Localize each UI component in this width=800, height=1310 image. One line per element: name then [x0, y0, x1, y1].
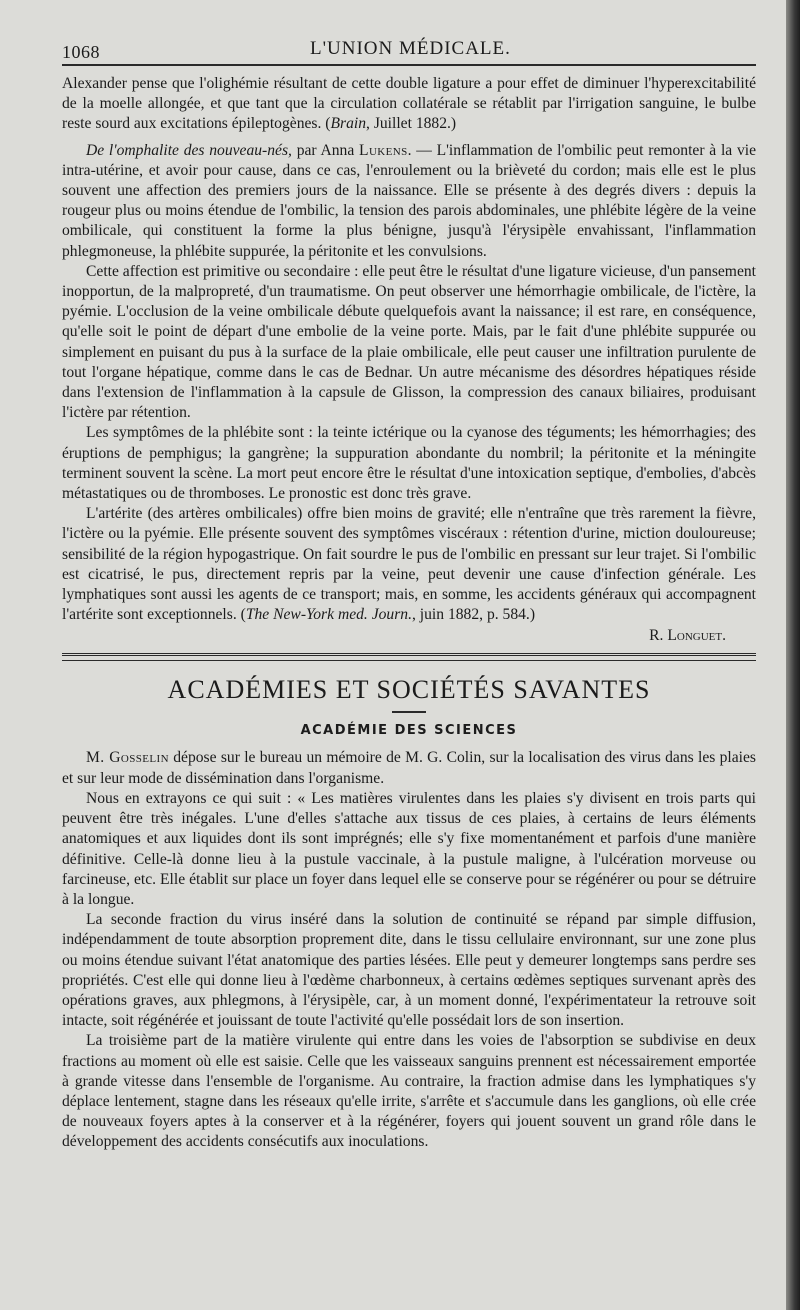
page-number: 1068	[62, 42, 100, 62]
article3-paragraph-1: M. Gosselin dépose sur le bureau un mémoire de M. G. Colin, sur la localisation des virus dans les plaies et sur leur mode de dissémination dans l'organisme.	[62, 749, 756, 787]
article2-intro: De l'omphalite des nouveau-nés, par Anna Lukens. — L'inflammation de l'ombilic peut remonter à la vie intra-utérine, et avoir pour cause, dans ce cas, l'enroulement ou la brièveté du cordon; mais elle est le plus souvent une affection des premiers jours de la naissance. Elle se présente à des degrés divers : depuis la rougeur plus ou moins étendue de l'ombilic, la tension des parois abdominales, une phlébite légère de la veine ombilicale, qui constituent la forme la plus bénigne, jusqu'à l'érysipèle envahissant, l'inflammation phlegmoneuse, la phlébite suppurée, la péritonite et les convulsions.	[62, 141, 756, 260]
article2-title: De l'omphalite des nouveau-nés,	[86, 141, 292, 159]
article3-paragraph-4: La troisième part de la matière virulente qui entre dans les voies de l'absorption se subdivise en deux fractions au moment où elle est saisie. Celle que les vaisseaux sanguins prennent est nécessairement emportée à grande vitesse dans l'ensemble de l'organisme. Au contraire, la fraction admise dans les lymphatiques s'y déplace lentement, stagne dans les réseaux qu'elle irrite, s'arrête et s'accumule dans les ganglions, où elle crée de nouveaux foyers aptes à la conserver et à la régénérer, foyers qui jouent souvent un grand rôle dans le développement des accidents consécutifs aux inoculations.	[62, 1032, 756, 1151]
article2-paragraph-2: Cette affection est primitive ou secondaire : elle peut être le résultat d'une ligature vicieuse, d'un pansement inopportun, de la malpropreté, d'un traumatisme. On peut observer une hémorrhagie ombilicale, de l'ictère, la pyémie. L'occlusion de la veine ombilicale débute quelquefois avant la naissance; il est rare, en conséquence, qu'elle soit le point de départ d'une embolie de la veine porte. Mais, par le fait d'une phlébite suppurée ou simplement en puisant du pus à la surface de la plaie ombilicale, elle peut causer une infiltration purulente de tout l'organe hépatique, comme dans le cas de Bednar. Un autre mécanisme des désordres hépatiques réside dans l'extension de l'inflammation à la capsule de Glisson, la compression des canaux biliaires, produisant l'ictère par rétention.	[62, 262, 756, 422]
article2-paragraph-3: Les symptômes de la phlébite sont : la teinte ictérique ou la cyanose des téguments; les hémorrhagies; des éruptions de pemphigus; la gangrène; la suppuration abondante du nombril; la péritonite et la méningite terminent souvent la scène. La mort peut encore être le résultat d'une intoxication septique, d'embolies, d'abcès métastatiques ou de thromboses. Le pronostic est donc très grave.	[62, 424, 756, 503]
article3-paragraph-3: La seconde fraction du virus inséré dans la solution de continuité se répand par simple diffusion, indépendamment de toute absorption proprement dite, dans le tissu cellulaire environnant, sur une zone plus ou moins étendue suivant l'état anatomique des parties lésées. Elle peut y demeurer longtemps sans perdre ses propriétés. C'est elle qui donne lieu à l'œdème charbonneux, à certains œdèmes septiques survenant après des opérations graves, aux phlegmons, à l'érysipèle, car, à un moment donné, l'expérimentateur la retrouve soit intacte, soit régénérée et jouissant de toute l'activité qu'elle possédait lors de son insertion.	[62, 911, 756, 1030]
header-rule	[62, 64, 756, 66]
article3-paragraph-2: Nous en extrayons ce qui suit : « Les matières virulentes dans les plaies s'y divisent en trois parts qui peuvent être très inégales. L'une d'elles s'attache aux tissus de ces plaies, à certains de leurs éléments anatomiques et aux liquides dont ils sont imprégnés; elle s'y fixe momentanément et parfois d'une manière définitive. Celle-là donne lieu à la pustule vaccinale, à la pustule maligne, à l'ulcération morveuse ou farcineuse, etc. Elle établit sur place un foyer dans lequel elle se conserve pour se régénérer ou pour se détruire à la longue.	[62, 789, 756, 908]
article2-author: Lukens	[359, 141, 408, 159]
running-head	[62, 28, 756, 62]
section-short-rule	[392, 711, 426, 713]
article3-name: M. Gosselin	[86, 749, 169, 767]
section-rule	[62, 653, 756, 661]
article2-paragraph-4: L'artérite (des artères ombilicales) offre bien moins de gravité; elle n'entraîne que très rarement la fièvre, l'ictère ou la pyémie. Elle présente souvent des symptômes viscéraux : rétention d'urine, miction douloureuse; sensibilité de la région hypogastrique. On fait sourdre le pus de l'ombilic en pressant sur leur trajet. Si l'ombilic est cicatrisé, le pus, directement repris par la veine, peut devenir une cause d'infection générale. Les lymphatiques sont aussi les agents de ce transport; mais, en somme, les accidents généraux qui accompagnent l'artérite sont exceptionnels. (The New-York med. Journ., juin 1882, p. 584.)	[62, 505, 756, 624]
citation-source: Brain	[330, 115, 367, 133]
book-spine-shadow	[786, 0, 800, 1310]
article2-source: The New-York med. Journ.	[245, 606, 412, 624]
article2-signature: R. Longuet.	[649, 627, 726, 645]
section-title: ACADÉMIES ET SOCIÉTÉS SAVANTES	[167, 675, 651, 705]
subsection-title: ACADÉMIE DES SCIENCES	[300, 723, 518, 739]
journal-title: L'UNION MÉDICALE.	[310, 38, 511, 59]
article1-paragraph: Alexander pense que l'olighémie résultant de cette double ligature a pour effet de diminuer l'hyperexcitabilité de la moelle allongée, et que tant que la circulation collatérale se rétablit par l'irrigation sanguine, le bulbe reste sourd aux excitations épileptogènes. (Brain, Juillet 1882.)	[62, 75, 756, 133]
